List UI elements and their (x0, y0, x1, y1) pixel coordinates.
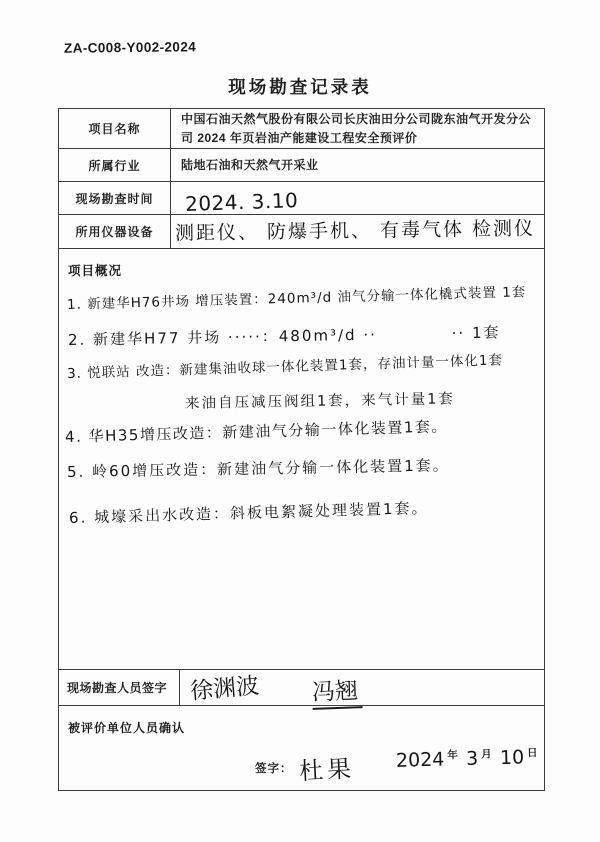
survey-date-handwritten-value: 2024. 3.10 (184, 187, 299, 216)
confirmation-date (393, 746, 538, 773)
date-year: 2024 (396, 748, 445, 772)
table-row-instruments (59, 215, 544, 249)
date-day: 10 (499, 746, 525, 770)
handwritten-line-6: 6. 城壕采出水改造：斜板电絮凝处理装置1套。 (68, 498, 429, 527)
handwritten-line-1: 1. 新建华H76井场 增压装置：240m³/d 油气分输一体化橇式装置 1套 (66, 284, 527, 313)
table-row-survey-date (59, 182, 544, 215)
form-title: 现场勘查记录表 (228, 77, 372, 97)
handwritten-line-5: 5. 岭60增压改造：新建油气分输一体化装置1套。 (66, 456, 450, 481)
surveyor-signature-1: 徐渊波 (189, 673, 261, 705)
industry-label: 所属行业 (59, 149, 171, 181)
table-row-surveyor-signatures (59, 670, 544, 706)
industry-value: 陆地石油和天然气开采业 (181, 157, 319, 172)
confirmation-signature-line (255, 750, 355, 785)
document-number: ZA-C008-Y002-2024 (63, 39, 197, 56)
date-month: 3 (466, 747, 479, 770)
instruments-handwritten-value: 测距仪、 防爆手机、 有毒气体 检测仪 (174, 217, 536, 245)
handwritten-line-3-continuation: 来油自压减压阀组1套，来气计量1套 (184, 391, 456, 412)
surveyor-signature-label: 现场勘查人员签字 (59, 670, 180, 705)
surveyor-signature-2: 冯翘 (311, 672, 362, 710)
project-overview-label: 项目概况 (68, 264, 123, 278)
table-row-project-name (59, 109, 544, 149)
date-day-unit: 日 (527, 747, 539, 760)
instruments-label: 所用仪器设备 (59, 215, 171, 248)
date-month-unit: 月 (481, 748, 493, 761)
project-name-label: 项目名称 (59, 109, 171, 148)
project-overview-cell (59, 249, 544, 670)
evaluated-unit-confirmation-cell (59, 706, 544, 790)
date-year-unit: 年 (447, 749, 459, 762)
confirmation-sign-label: 签字： (255, 763, 293, 775)
handwritten-line-4: 4. 华H35增压改造：新建油气分输一体化装置1套。 (64, 417, 449, 446)
project-name-value: 中国石油天然气股份有限公司长庆油田分公司陇东油气开发分公司 2024 年页岩油产能建设工程安全预评价 (181, 111, 532, 145)
surveyor-signature-area (180, 670, 544, 705)
handwritten-line-2: 2. 新建华H77 井场 ·····：480m³/d ·· ·· 1套 (67, 323, 501, 349)
confirmation-signature: 杜果 (297, 754, 356, 786)
evaluated-unit-confirmation-label: 被评价单位人员确认 (68, 721, 186, 735)
survey-date-label: 现场勘查时间 (59, 182, 171, 214)
survey-record-table (58, 108, 545, 791)
handwritten-line-3: 3. 悦联站 改造：新建集油收球一体化装置1套，存油计量一体化1套 (66, 352, 504, 382)
